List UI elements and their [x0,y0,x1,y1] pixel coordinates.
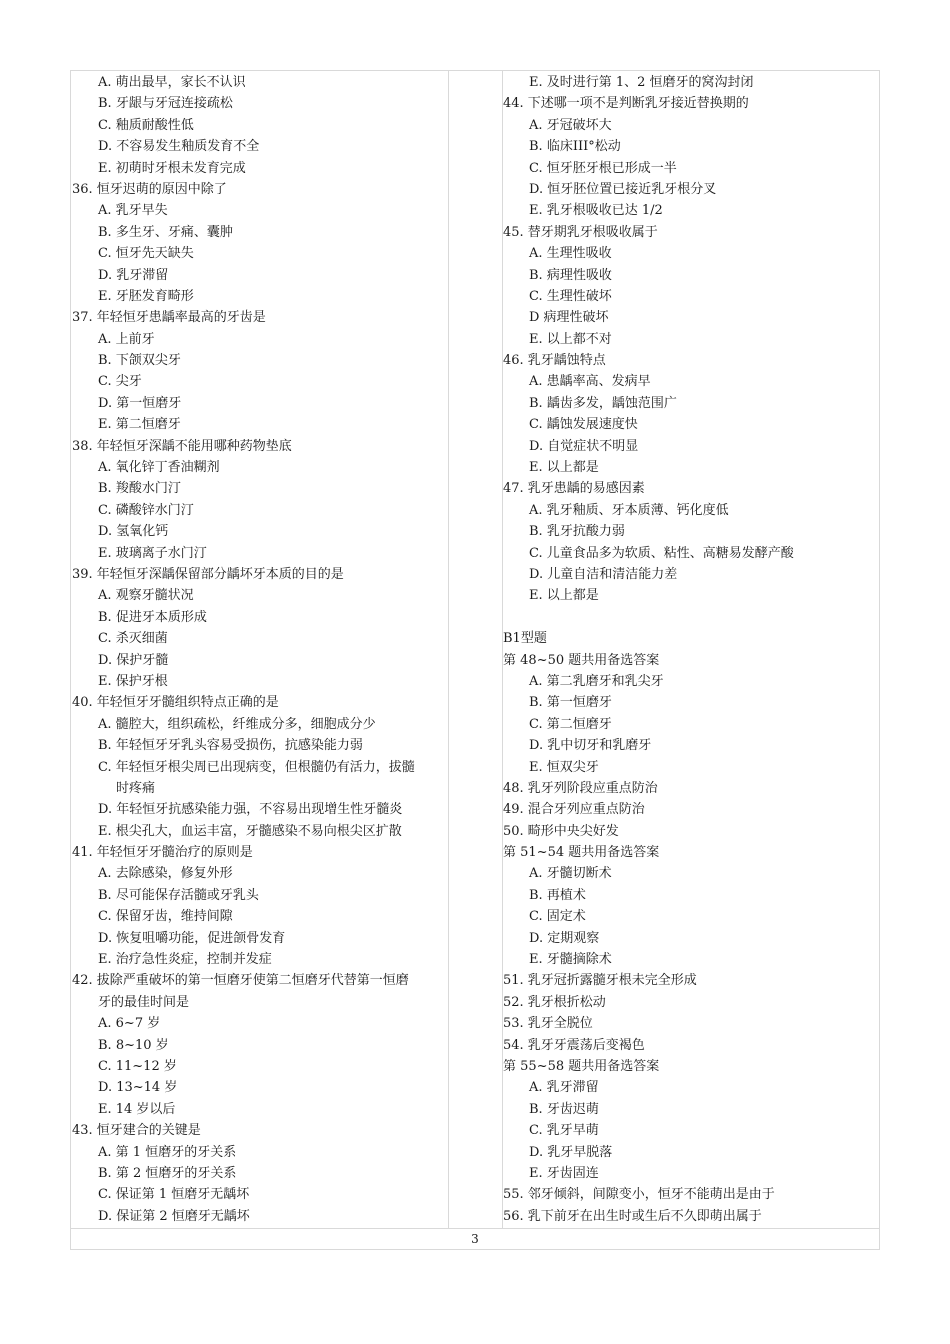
option-line: E. 第二恒磨牙 [98,417,181,433]
option-line: D. 第一恒磨牙 [98,395,182,411]
option-line: B. 下颌双尖牙 [98,353,181,369]
option-line: E. 玻璃离子水门汀 [98,545,207,561]
option-line: A. 上前牙 [98,331,155,347]
option-line: E. 14 岁以后 [98,1101,176,1117]
blank-line [503,607,879,628]
option-line: A. 患龋率高、发病早 [529,374,651,390]
option-line: D. 自觉症状不明显 [529,438,639,454]
option-line: A. 乳牙早失 [98,203,168,219]
option-line: C. 恒牙先天缺失 [98,246,194,262]
option-line: A. 萌出最早，家长不认识 [98,75,246,90]
option-line: E. 初萌时牙根未发育完成 [98,160,246,176]
question-line: 36. 恒牙迟萌的原因中除了 [72,181,227,197]
option-line: D. 年轻恒牙抗感染能力强，不容易出现增生性牙髓炎 [98,802,403,818]
option-line: E. 牙胚发育畸形 [98,288,194,304]
footer-rule [70,1228,880,1229]
question-line: 39. 年轻恒牙深龋保留部分龋坏牙本质的目的是 [72,566,344,582]
question-line: 53. 乳牙全脱位 [503,1016,593,1032]
option-line: A. 生理性吸收 [529,246,612,262]
option-line: C. 固定术 [529,909,586,925]
option-line: D. 乳牙滞留 [98,267,169,283]
option-line: D. 乳中切牙和乳磨牙 [529,738,652,754]
option-line: E. 以上都是 [529,588,599,604]
option-line: D. 氢氧化钙 [98,524,169,540]
question-line: 37. 年轻恒牙患龋率最高的牙齿是 [72,310,266,326]
option-line: A. 髓腔大，组织疏松，纤维成分多，细胞成分少 [98,716,376,732]
option-line: A. 6~7 岁 [98,1016,161,1032]
option-line: B. 再植术 [529,887,586,903]
option-line: B. 龋齿多发，龋蚀范围广 [529,395,677,411]
question-line: 40. 年轻恒牙牙髓组织特点正确的是 [72,695,279,711]
option-line: D. 儿童自洁和清洁能力差 [529,566,678,582]
option-line: A. 牙髓切断术 [529,866,612,882]
option-line: B. 尽可能保存活髓或牙乳头 [98,887,259,903]
option-line: D. 恒牙胚位置已接近乳牙根分叉 [529,181,717,197]
question-line: 45. 替牙期乳牙根吸收属于 [503,224,658,240]
right-column [503,72,879,1227]
option-line: E. 及时进行第 1、2 恒磨牙的窝沟封闭 [529,75,754,90]
option-line: C. 第二恒磨牙 [529,716,612,732]
option-line: C. 保证第 1 恒磨牙无龋坏 [98,1187,250,1203]
option-line: E. 根尖孔大，血运丰富，牙髓感染不易向根尖区扩散 [98,823,402,839]
question-line: 第 55~58 题共用备选答案 [503,1058,660,1074]
option-line: C. 儿童食品多为软质、粘性、高糖易发酵产酸 [529,545,794,561]
option-line: D. 恢复咀嚼功能，促进颌骨发育 [98,930,286,946]
option-line: C. 磷酸锌水门汀 [98,502,194,518]
option-line: A. 观察牙髓状况 [98,588,194,604]
option-line: D. 保护牙髓 [98,652,169,668]
option-line: C. 年轻恒牙根尖周已出现病变，但根髓仍有活力，拔髓 [98,759,415,775]
option-line: B. 第 2 恒磨牙的牙关系 [98,1165,237,1181]
question-line: 48. 乳牙列阶段应重点防治 [503,780,658,796]
question-line: 41. 年轻恒牙牙髓治疗的原则是 [72,845,253,861]
page-number: 3 [471,1232,479,1246]
left-column-border [448,70,449,1228]
option-line: D 病理性破坏 [529,310,609,326]
option-line: D. 不容易发生釉质发育不全 [98,139,260,155]
question-line: 38. 年轻恒牙深龋不能用哪种药物垫底 [72,438,292,454]
option-line: B. 促进牙本质形成 [98,609,207,625]
option-line: B. 8~10 岁 [98,1037,169,1053]
option-line: A. 第二乳磨牙和乳尖牙 [529,673,664,689]
question-line: 42. 拔除严重破坏的第一恒磨牙使第二恒磨牙代替第一恒磨 [72,973,409,989]
option-line: A. 去除感染，修复外形 [98,866,233,882]
question-line: 第 48~50 题共用备选答案 [503,652,660,668]
option-line: D. 13~14 岁 [98,1080,178,1096]
option-line: D. 保证第 2 恒磨牙无龋坏 [98,1208,250,1224]
option-line: B. 牙龈与牙冠连接疏松 [98,96,233,112]
option-line: E. 保护牙根 [98,673,168,689]
option-line: A. 乳牙滞留 [529,1080,599,1096]
option-line: C. 恒牙胚牙根已形成一半 [529,160,677,176]
option-line: E. 以上都是 [529,460,599,476]
option-line: A. 牙冠破坏大 [529,117,612,133]
left-column [72,72,448,1227]
option-line: D. 乳牙早脱落 [529,1144,613,1160]
question-line: 49. 混合牙列应重点防治 [503,802,645,818]
option-line: C. 乳牙早萌 [529,1123,599,1139]
option-line: B. 病理性吸收 [529,267,612,283]
option-line: B. 羧酸水门汀 [98,481,181,497]
question-line: B1型题 [503,631,547,647]
option-line: D. 定期观察 [529,930,600,946]
option-line: 时疼痛 [116,780,156,796]
option-line: B. 多生牙、牙痛、囊肿 [98,224,233,240]
question-line: 52. 乳牙根折松动 [503,994,606,1010]
option-line: C. 釉质耐酸性低 [98,117,194,133]
question-line: 第 51~54 题共用备选答案 [503,845,660,861]
option-line: E. 治疗急性炎症，控制并发症 [98,952,272,968]
option-line: E. 牙髓摘除术 [529,952,612,968]
question-line: 56. 乳下前牙在出生时或生后不久即萌出属于 [503,1208,762,1224]
option-line: B. 乳牙抗酸力弱 [529,524,625,540]
question-line: 55. 邻牙倾斜，间隙变小，恒牙不能萌出是由于 [503,1187,775,1203]
option-line: E. 以上都不对 [529,331,612,347]
question-line: 44. 下述哪一项不是判断乳牙接近替换期的 [503,96,749,112]
question-line: 47. 乳牙患龋的易感因素 [503,481,645,497]
option-line: C. 尖牙 [98,374,142,390]
option-line: C. 杀灭细菌 [98,631,168,647]
option-line: E. 牙齿固连 [529,1165,599,1181]
option-line: A. 氧化锌丁香油糊剂 [98,460,220,476]
option-line: B. 牙齿迟萌 [529,1101,599,1117]
option-line: B. 临床III°松动 [529,139,621,155]
option-line: B. 第一恒磨牙 [529,695,612,711]
option-line: A. 第 1 恒磨牙的牙关系 [98,1144,237,1160]
question-line: 54. 乳牙牙震荡后变褐色 [503,1037,645,1053]
option-line: C. 生理性破坏 [529,288,612,304]
option-line: E. 乳牙根吸收已达 1/2 [529,203,663,219]
option-line: A. 乳牙釉质、牙本质薄、钙化度低 [529,502,729,518]
option-line: C. 11~12 岁 [98,1058,177,1074]
question-line: 51. 乳牙冠折露髓牙根未完全形成 [503,973,697,989]
question-line: 50. 畸形中央尖好发 [503,823,619,839]
option-line: B. 年轻恒牙牙乳头容易受损伤，抗感染能力弱 [98,738,363,754]
question-line: 46. 乳牙龋蚀特点 [503,353,606,369]
option-line: 牙的最佳时间是 [98,994,190,1010]
question-line: 43. 恒牙建合的关键是 [72,1123,201,1139]
option-line: E. 恒双尖牙 [529,759,599,775]
option-line: C. 龋蚀发展速度快 [529,417,638,433]
option-line: C. 保留牙齿，维持间隙 [98,909,233,925]
